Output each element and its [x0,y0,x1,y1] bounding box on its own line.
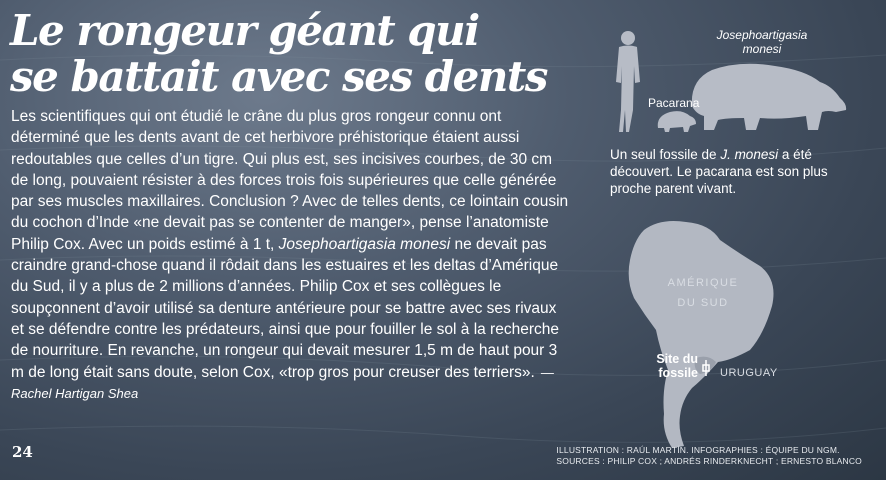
body-segment-1: Les scientifiques qui ont étudié le crâne du plus gros rongeur connu ont déterminé que les dents avant de cet herbivore préhistorique étaient aussi redoutables que celles d’un tigre. Qui plus est, ses incisives courbes, de 30 cm de long, pouvaient résister à des forces trois fois supérieures que celle générée par ses muscles maxillaires. Conclusion ? Avec de telles dents, ce lointain cousin du cochon d’Inde «ne devait pas se contenter de manger», pense l’anatomiste Philip Cox. Avec un poids estimé à 1 t, [11,108,569,253]
species-label [712,28,812,56]
species-label-line-2: monesi [742,42,782,56]
infographic-caption [610,146,860,197]
page-number: 24 [12,443,33,461]
country-label-uruguay: URUGUAY [720,367,778,379]
caption-species-italic: J. monesi [720,147,779,162]
species-name-italic: Josephoartigasia monesi [278,235,451,253]
south-america-landmass [629,221,774,448]
pacarana-label: Pacarana [648,96,700,110]
continent-label-line-1: AMÉRIQUE [667,277,739,289]
map-svg [600,210,886,450]
continent-label-line-2: DU SUD [677,297,729,309]
body-segment-3: ne devait pas craindre grand-chose quand il rôdait dans les estuaires et les deltas d’Amérique du Sud, il y a plus de 2 millions d’années. Philip Cox et ses collègues le soupçonnent d’avoir utilisé sa denture antérieure pour se battre avec ses rivaux et se défendre contre les prédateurs, ainsi que pour fouiller le sol à la recherche de nourriture. En revanche, un rongeur qui devait mesurer 1,5 m de haut pour 3 m de long était sans doute, selon Cox, «trop gros pour creuser des terriers». [11,235,559,381]
site-label-line-1: Site du [656,352,698,366]
headline-line-2: se battait avec ses dents [10,52,547,101]
article-headline [10,8,547,100]
article-byline: — Rachel Hartigan Shea [11,364,554,401]
pacarana-silhouette [658,111,696,132]
article-body [11,106,571,404]
south-america-map [600,210,886,450]
fossil-site-label [634,352,698,380]
credit-line-2: SOURCES : PHILIP COX ; ANDRÉS RINDERKNECHT ; ERNESTO BLANCO [556,456,862,466]
human-silhouette [616,31,640,132]
josephoartigasia-silhouette [692,64,846,130]
size-comparison-graphic [600,20,886,140]
continent-label [658,276,748,310]
credit-line-1: ILLUSTRATION : RAÚL MARTÍN. INFOGRAPHIES : ÉQUIPE DU NGM. [556,445,840,455]
credits [556,445,862,467]
caption-text-1: Un seul fossile de [610,147,721,162]
species-label-line-1: Josephoartigasia [716,28,808,42]
headline-line-1: Le rongeur géant qui [10,6,479,55]
site-label-line-2: fossile [658,366,698,380]
caption-text-2: a été découvert. Le pacarana est son plus proche parent vivant. [610,147,828,196]
